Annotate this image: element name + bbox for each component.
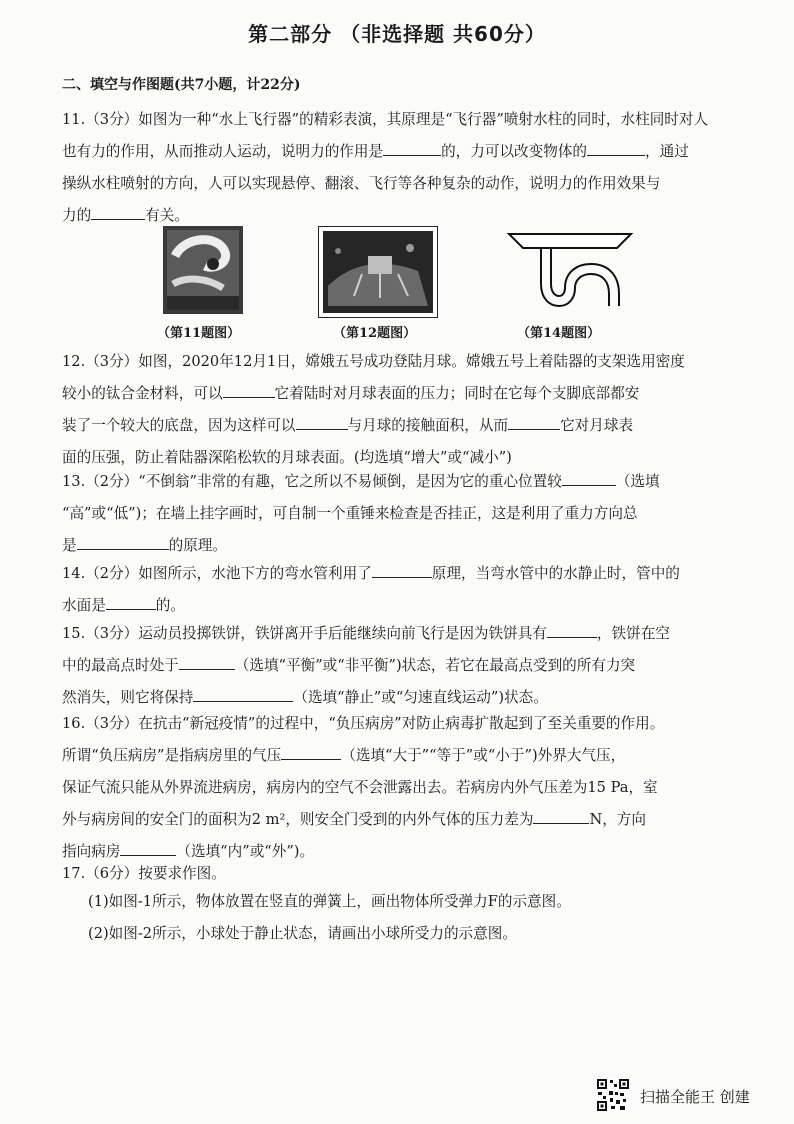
answer-blank[interactable] — [179, 651, 235, 670]
q17-line-1: 17.（6分）按要求作图。 — [62, 865, 226, 882]
question-11 — [62, 104, 720, 232]
question-12 — [62, 346, 720, 474]
question-16 — [62, 708, 720, 868]
q11-text: 力的 — [62, 207, 92, 224]
q12-line-3 — [62, 410, 720, 442]
q15-text: （选填“平衡”或“非平衡”)状态，若它在最高点受到的所有力突 — [234, 657, 636, 674]
answer-blank[interactable] — [91, 201, 145, 220]
q16-line-1: 16.（3分）在抗击“新冠疫情”的过程中，“负压病房”对防止病毒扩散起到了至关重要的作用。 — [62, 715, 665, 732]
page-title: 第二部分 （非选择题 共60分） — [248, 22, 546, 46]
q11-line-2 — [62, 136, 720, 168]
q13-line-2: “高”或“低”)；在墙上挂字画时，可自制一个重锤来检查是否挂正，这是利用了重力方向总 — [62, 505, 638, 522]
q16-text: （选填“大于”“等于”或“小于”)外界大气压， — [341, 747, 626, 764]
q12-line-4: 面的压强，防止着陆器深陷松软的月球表面。(均选填“增大”或“减小”) — [62, 449, 512, 466]
answer-blank[interactable] — [281, 741, 341, 760]
figure-12-caption: （第12题图） — [333, 326, 417, 341]
qr-code-icon — [596, 1078, 630, 1112]
question-14 — [62, 558, 720, 622]
q16-text: 外与病房间的安全门的面积为2 m²，则安全门受到的内外气体的压力差为 — [62, 811, 534, 828]
question-15 — [62, 618, 720, 714]
q11-text: 也有力的作用，从而推动人运动，说明力的作用是 — [62, 143, 384, 160]
q16-text: 指向病房 — [62, 843, 121, 860]
q15-line-2 — [62, 650, 720, 682]
answer-blank[interactable] — [562, 467, 616, 486]
q15-text: ，铁饼在空 — [596, 625, 670, 642]
q11-line-1: 11.（3分）如图为一种“水上飞行器”的精彩表演，其原理是“飞行器”喷射水柱的同时，水柱同时对人 — [62, 111, 709, 128]
answer-blank[interactable] — [533, 805, 589, 824]
question-13 — [62, 466, 720, 562]
q12-text: 装了一个较大的底盘，因为这样可以 — [62, 417, 296, 434]
answer-blank[interactable] — [508, 411, 560, 430]
section-heading: 二、填空与作图题(共7小题，计22分) — [62, 77, 301, 93]
question-17-parts — [88, 886, 746, 950]
q16-text: （选填“内”或“外”)。 — [176, 843, 315, 860]
q14-text: 原理，当弯水管中的水静止时，管中的 — [431, 565, 680, 582]
q12-text: 与月球的接触面积，从而 — [347, 417, 509, 434]
q11-text: ，通过 — [645, 143, 689, 160]
q12-line-1: 12.（3分）如图，2020年12月1日，嫦娥五号成功登陆月球。嫦娥五号上着陆器的支架选用密度 — [62, 353, 685, 370]
figure-14-basin-diagram — [505, 226, 635, 318]
q16-text: 所谓“负压病房”是指病房里的气压 — [62, 747, 282, 764]
q13-line-1 — [62, 466, 720, 498]
q12-text: 较小的钛合金材料，可以 — [62, 385, 223, 402]
q15-text: 然消失，则它将保持 — [62, 689, 194, 706]
q13-text: （选填 — [615, 473, 660, 490]
figure-11-caption: （第11题图） — [157, 326, 241, 341]
scanner-watermark — [596, 1078, 786, 1112]
answer-blank[interactable] — [587, 137, 645, 156]
q16-line-2 — [62, 740, 720, 772]
answer-blank[interactable] — [106, 591, 156, 610]
figure-11-photo — [163, 226, 243, 314]
q15-text: 15.（3分）运动员投掷铁饼，铁饼离开手后能继续向前飞行是因为铁饼具有 — [62, 625, 547, 642]
q16-line-3: 保证气流只能从外界流进病房，病房内的空气不会泄露出去。若病房内外气压差为15 Pa，室 — [62, 779, 658, 796]
q12-line-2 — [62, 378, 720, 410]
q17-part-1: (1)如图-1所示，物体放置在竖直的弹簧上，画出物体所受弹力F的示意图。 — [88, 893, 571, 910]
answer-blank[interactable] — [383, 137, 441, 156]
q14-text: 的。 — [155, 597, 185, 614]
q11-line-3: 操纵水柱喷射的方向，人可以实现悬停、翻滚、飞行等各种复杂的动作，说明力的作用效果与 — [62, 175, 661, 192]
q12-text: 它对月球表 — [560, 417, 634, 434]
q14-text: 水面是 — [62, 597, 106, 614]
q13-text: 是 — [62, 537, 77, 554]
q13-text: 13.（2分）“不倒翁”非常的有趣，它之所以不易倾倒，是因为它的重心位置较 — [62, 473, 562, 490]
q14-line-1 — [62, 558, 720, 590]
q15-line-1 — [62, 618, 720, 650]
figure-14-caption: （第14题图） — [517, 326, 601, 341]
answer-blank[interactable] — [296, 411, 348, 430]
answer-blank[interactable] — [372, 559, 432, 578]
q11-text: 的，力可以改变物体的 — [441, 143, 588, 160]
q12-text: 它着陆时对月球表面的压力；同时在它每个支脚底部都安 — [274, 385, 640, 402]
q15-text: 中的最高点时处于 — [62, 657, 179, 674]
q15-text: （选填“静止”或“匀速直线运动”)状态。 — [293, 689, 548, 706]
q14-text: 14.（2分）如图所示，水池下方的弯水管利用了 — [62, 565, 372, 582]
figure-row — [0, 226, 794, 346]
q13-text: 的原理。 — [168, 537, 227, 554]
answer-blank[interactable] — [193, 683, 293, 702]
answer-blank[interactable] — [223, 379, 275, 398]
scanner-text: 扫描全能王 创建 — [640, 1088, 750, 1106]
answer-blank[interactable] — [120, 837, 176, 856]
q16-line-4 — [62, 804, 720, 836]
figure-12-photo — [318, 226, 438, 318]
q17-part-2: (2)如图-2所示，小球处于静止状态，请画出小球所受力的示意图。 — [88, 925, 517, 942]
q11-text: 有关。 — [145, 207, 189, 224]
answer-blank[interactable] — [547, 619, 597, 638]
q16-text: N，方向 — [589, 811, 646, 828]
answer-blank[interactable] — [77, 531, 169, 550]
